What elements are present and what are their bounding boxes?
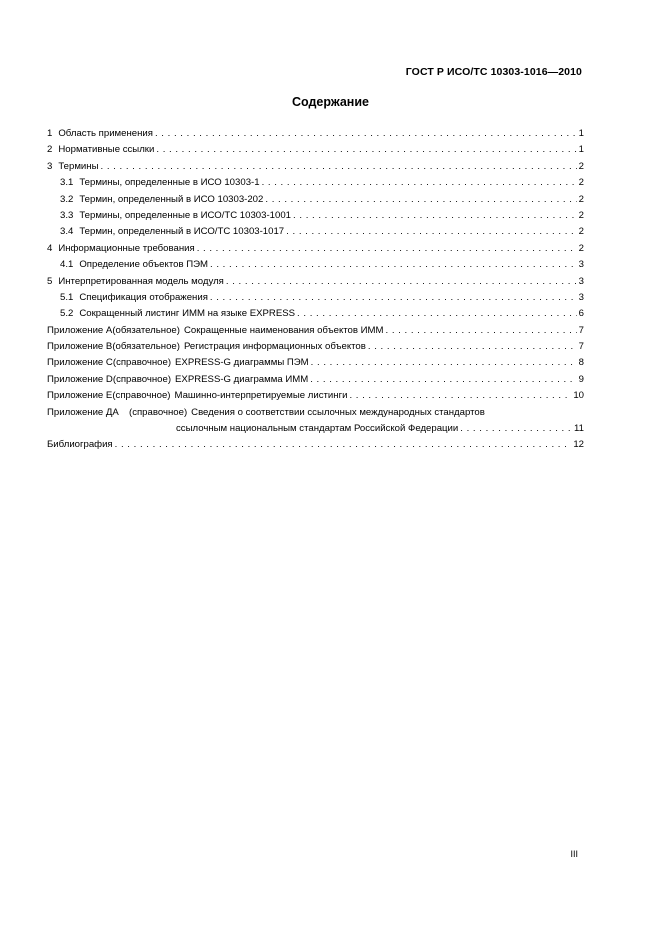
toc-entry[interactable] bbox=[47, 208, 584, 224]
leader-dots bbox=[460, 421, 572, 437]
toc-entry-appendix[interactable] bbox=[47, 372, 584, 388]
toc-entry[interactable] bbox=[47, 306, 584, 322]
appendix-label: Приложение С bbox=[47, 357, 113, 369]
entry-title: Нормативные ссылки bbox=[58, 144, 155, 156]
leader-dots bbox=[286, 224, 577, 240]
entry-title: Термины, определенные в ИСО 10303-1 bbox=[79, 177, 260, 189]
entry-title: Определение объектов ПЭМ bbox=[79, 259, 208, 271]
leader-dots bbox=[311, 355, 577, 371]
section-number: 3 bbox=[47, 160, 53, 172]
entry-title: Термин, определенный в ИСО 10303-202 bbox=[79, 193, 264, 205]
page-ref: 2 bbox=[578, 226, 584, 238]
entry-title: Машинно-интерпретируемые листинги bbox=[174, 390, 348, 402]
appendix-title-line1: Сведения о соответствии ссылочных международных стандартов bbox=[191, 406, 485, 418]
toc-sections bbox=[47, 126, 584, 323]
toc-entry[interactable] bbox=[47, 274, 584, 290]
page-ref: 1 bbox=[578, 128, 584, 139]
toc-entry[interactable] bbox=[47, 126, 584, 142]
toc-entry[interactable] bbox=[47, 142, 584, 158]
entry-title: Область применения bbox=[58, 128, 153, 139]
leader-dots bbox=[297, 306, 577, 322]
section-number: 5 bbox=[47, 275, 53, 287]
page-ref: 3 bbox=[578, 259, 584, 271]
page-ref: 1 bbox=[578, 144, 584, 156]
toc-entry[interactable] bbox=[47, 241, 584, 257]
leader-dots bbox=[293, 208, 577, 224]
toc-entry[interactable] bbox=[47, 224, 584, 240]
section-number: 3.4 bbox=[60, 226, 74, 238]
section-number: 1 bbox=[47, 128, 53, 139]
entry-title: Библиография bbox=[47, 439, 113, 451]
toc-entry[interactable] bbox=[47, 159, 584, 175]
toc-entry[interactable] bbox=[47, 257, 584, 273]
section-number: 3.1 bbox=[60, 177, 74, 189]
leader-dots bbox=[210, 257, 577, 273]
table-of-contents bbox=[47, 126, 584, 454]
appendix-label: Приложение ДА bbox=[47, 406, 119, 418]
entry-title: Сокращенный листинг ИММ на языке EXPRESS bbox=[79, 308, 296, 320]
page-ref: 12 bbox=[573, 439, 584, 451]
entry-title: Регистрация информационных объектов bbox=[183, 341, 366, 353]
leader-dots bbox=[265, 192, 576, 208]
page-ref: 2 bbox=[578, 209, 584, 221]
leader-dots bbox=[115, 437, 572, 453]
leader-dots bbox=[310, 372, 576, 388]
page-ref: 11 bbox=[574, 423, 584, 435]
page-ref: 3 bbox=[578, 291, 584, 303]
appendix-title-line2: ссылочным национальным стандартам Российской Федерации bbox=[176, 423, 459, 435]
appendix-label: Приложение E bbox=[47, 390, 113, 402]
page-ref: 2 bbox=[578, 177, 584, 189]
leader-dots bbox=[197, 241, 577, 257]
page-ref: 10 bbox=[573, 390, 584, 402]
entry-title: EXPRESS-G диаграммы ПЭМ bbox=[175, 357, 309, 369]
toc-entry-bibliography[interactable] bbox=[47, 437, 584, 453]
page-ref: 2 bbox=[578, 193, 584, 205]
section-number: 5.1 bbox=[60, 291, 74, 303]
entry-title: Интерпретированная модель модуля bbox=[58, 275, 224, 287]
page-ref: 3 bbox=[578, 275, 584, 287]
entry-title: Информационные требования bbox=[58, 242, 195, 254]
appendix-type: (справочное) bbox=[112, 373, 172, 385]
section-number: 3.2 bbox=[60, 193, 74, 205]
appendix-type: (справочное) bbox=[112, 357, 172, 369]
appendix-type: (обязательное) bbox=[112, 341, 180, 353]
leader-dots bbox=[155, 126, 577, 142]
page-ref: 6 bbox=[578, 308, 584, 320]
leader-dots bbox=[101, 159, 577, 175]
section-number: 2 bbox=[47, 144, 53, 156]
section-number: 3.3 bbox=[60, 209, 74, 221]
toc-entry[interactable] bbox=[47, 192, 584, 208]
leader-dots bbox=[262, 175, 577, 191]
toc-appendices bbox=[47, 323, 584, 405]
entry-title: Спецификация отображения bbox=[79, 291, 208, 303]
section-number: 4 bbox=[47, 242, 53, 254]
entry-title: Термины bbox=[58, 160, 99, 172]
entry-title: Термин, определенный в ИСО/ТС 10303-1017 bbox=[79, 226, 285, 238]
entry-title: Сокращенные наименования объектов ИММ bbox=[183, 324, 384, 336]
page-number: III bbox=[570, 849, 578, 859]
toc-entry-appendix-da[interactable] bbox=[47, 405, 584, 438]
toc-entry[interactable] bbox=[47, 290, 584, 306]
page-ref: 8 bbox=[578, 357, 584, 369]
leader-dots bbox=[368, 339, 577, 355]
appendix-label: Приложение А bbox=[47, 324, 113, 336]
appendix-type: (справочное) bbox=[129, 406, 188, 418]
page-ref: 2 bbox=[578, 242, 584, 254]
entry-title: EXPRESS-G диаграмма ИММ bbox=[175, 373, 309, 385]
toc-entry-appendix[interactable] bbox=[47, 355, 584, 371]
leader-dots bbox=[226, 274, 577, 290]
toc-entry[interactable] bbox=[47, 175, 584, 191]
entry-title: Термины, определенные в ИСО/ТС 10303-1001 bbox=[79, 209, 292, 221]
toc-entry-appendix[interactable] bbox=[47, 339, 584, 355]
appendix-label: Приложение D bbox=[47, 373, 113, 385]
leader-dots bbox=[210, 290, 577, 306]
leader-dots bbox=[349, 388, 571, 404]
leader-dots bbox=[386, 323, 577, 339]
page-title: Содержание bbox=[291, 95, 369, 109]
appendix-label: Приложение В bbox=[47, 341, 113, 353]
toc-entry-appendix[interactable] bbox=[47, 388, 584, 404]
page-ref: 7 bbox=[578, 341, 584, 353]
toc-entry-appendix[interactable] bbox=[47, 323, 584, 339]
appendix-type: (обязательное) bbox=[112, 324, 180, 336]
document-header: ГОСТ Р ИСО/ТС 10303-1016—2010 bbox=[405, 66, 582, 78]
appendix-type: (справочное) bbox=[112, 390, 171, 402]
section-number: 4.1 bbox=[60, 259, 74, 271]
section-number: 5.2 bbox=[60, 308, 74, 320]
page-ref: 7 bbox=[578, 324, 584, 336]
page-ref: 9 bbox=[578, 373, 584, 385]
page-ref: 2 bbox=[578, 160, 584, 172]
leader-dots bbox=[156, 142, 576, 158]
